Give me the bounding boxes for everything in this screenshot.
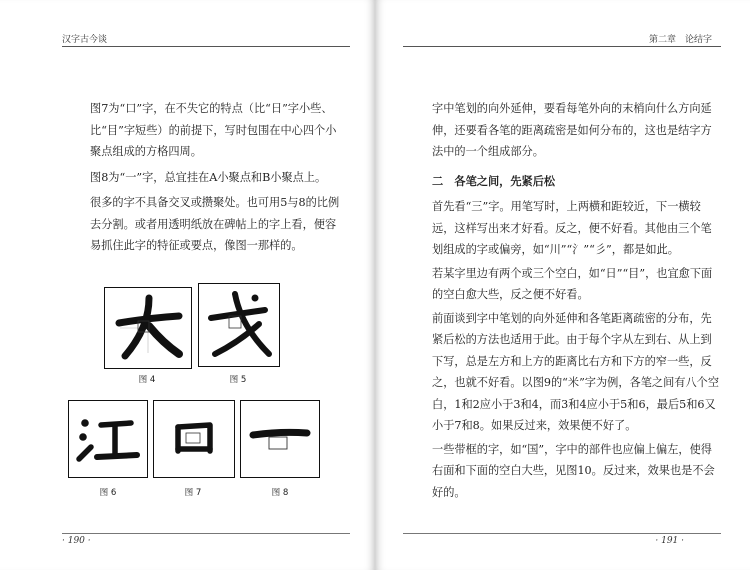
figure-7-calligraphy — [153, 400, 235, 478]
figure-6-drawing — [69, 401, 147, 477]
header-rule-left — [62, 46, 350, 47]
page-number-left: · 190 · — [62, 536, 91, 546]
figure-7-drawing — [154, 401, 234, 477]
left-paragraph-2: 图8为“一”字，总宜挂在A小聚点和B小聚点上。 — [90, 170, 327, 184]
footer-rule-left — [62, 533, 350, 534]
right-paragraph-3: 前面谈到字中笔划的向外延伸和各笔距离疏密的分布，先紧后松的方法也适用于此。由于每个字从左到右、从上到下写，总是左方和上方的距离比右方和下方的窄一些，反之，也就不好看。以图9的“米”字为例，各笔之间有八个空白，1和2应小于3和4，而3和4应小于5和6，最后5和6又小于7和8。如果反过来，效果便不好了。 — [432, 311, 720, 432]
figure-8-calligraphy — [240, 400, 320, 478]
left-paragraph-3: 很多的字不具备交叉或攒聚处。也可用5与8的比例去分割。或者用透明纸放在碑帖上的字上看，便容易抓住此字的特征或要点，像图一那样的。 — [90, 196, 340, 252]
figure-4-drawing — [105, 288, 191, 368]
right-body-text — [432, 98, 722, 503]
figure-5-calligraphy — [198, 283, 280, 367]
figure-4-caption: 图 4 — [138, 375, 156, 385]
section-heading: 二 各笔之间，先紧后松 — [432, 174, 556, 188]
figure-7-caption: 图 7 — [184, 488, 202, 498]
header-rule-right — [403, 46, 721, 47]
right-paragraph-1: 首先看“三”字。用笔写时，上两横和距较近，下一横较远，这样写出来才好看。反之，便不好看。其他由三个笔划组成的字或偏旁，如“川”“氵”“彡”，都是如此。 — [432, 200, 712, 256]
running-head-right: 第二章 论结字 — [648, 35, 712, 45]
figure-8-caption: 图 8 — [271, 488, 289, 498]
right-page — [375, 0, 750, 570]
right-paragraph-4: 一些带框的字，如“国”，字中的部件也应偏上偏左，使得右面和下面的空白大些，见图10。反过来，效果也是不会好的。 — [432, 442, 715, 499]
figure-6-caption: 图 6 — [99, 488, 117, 498]
figure-5-caption: 图 5 — [229, 375, 247, 385]
figure-4-calligraphy — [104, 287, 192, 369]
left-paragraph-1: 图7为“口”字，在不失它的特点（比“日”字小些、比“目”字短些）的前提下，写时包围在中心四个小聚点组成的方格四周。 — [90, 102, 337, 158]
footer-rule-right — [403, 533, 721, 534]
figure-6-calligraphy — [68, 400, 148, 478]
figure-8-drawing — [241, 401, 319, 477]
page-number-right: · 191 · — [655, 536, 684, 546]
figure-5-drawing — [199, 284, 279, 366]
right-paragraph-intro: 字中笔划的向外延伸，要看每笔外向的末梢向什么方向延伸，还要看各笔的距离疏密是如何分布的，这也是结字方法中的一个组成部分。 — [432, 102, 712, 158]
right-paragraph-2: 若某字里边有两个或三个空白，如“日”“目”，也宜愈下面的空白愈大些，反之便不好看。 — [432, 266, 713, 301]
left-body-text — [90, 98, 346, 257]
running-head-left: 汉字古今谈 — [62, 35, 108, 45]
